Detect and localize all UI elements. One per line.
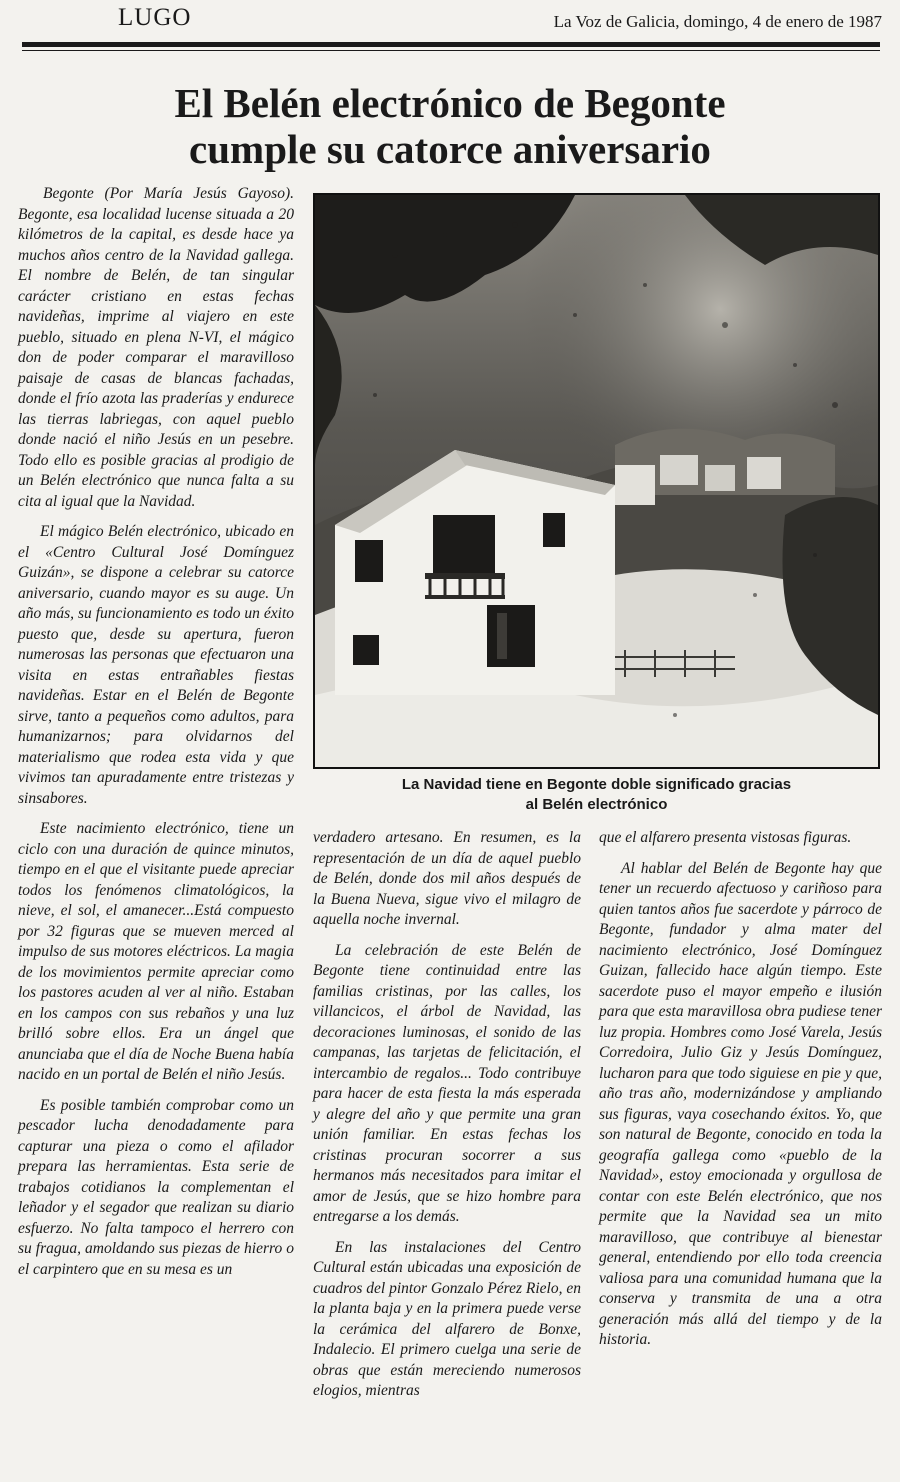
page-header [0, 0, 900, 50]
article-paragraph: Begonte (Por María Jesús Gayoso). Begonte, esa localidad lucense situada a 20 kilómetros de la capital, es desde hace ya muchos años centro de la Navidad gallega. El nombre de Belén, de tan singular carácter cristiano en estas fechas navideñas, imprime al viajero en este pueblo, situado en plena N-VI, el mágico don de poder comparar el maravilloso paisaje de casas de blancas fachadas, donde el frío azota las praderías y endurece las tierras labriegas, con aquel pueblo donde nació el niño Jesús en un pesebre. Todo ello es posible gracias al prodigio de un Belén electrónico que nunca falta a su cita al igual que la Navidad. [18, 185, 294, 510]
nativity-village-photo [313, 193, 880, 769]
photo-caption-line-2: al Belén electrónico [525, 796, 668, 813]
dateline: La Voz de Galicia, domingo, 4 de enero de 1987 [553, 12, 882, 31]
article-paragraph: El mágico Belén electrónico, ubicado en el «Centro Cultural José Domínguez Guizán», se dispone a celebrar su catorce aniversario, cuando mayor es su auge. Un año más, su funcionamiento es todo un éxito puesto que, desde su apertura, fueron numerosas las personas que efectuaron una visita en estas entrañables fiestas navideñas. Estar en el Belén de Begonte sirve, tanto a pequeños como adultos, para humanizarnos; para olvidarnos del materialismo que rodea esta vida y que vivimos tan apuradamente entre tristezas y sinsabores. [18, 523, 294, 807]
headline [40, 80, 860, 172]
header-rule-thin [22, 50, 880, 51]
article-paragraph: La celebración de este Belén de Begonte tiene continuidad entre las familias cristinas, por las calles, los villancicos, el árbol de Navidad, las decoraciones luminosas, el sonido de las campanas, las tarjetas de felicitación, el intercambio de regalos... Todo contribuye para hacer de esta fiesta la más esperada y alegre del año y que permite una gran unión familiar. En estas fechas los cristinas procuran socorrer a sus hermanos más necesitados para imitar el amor de Jesús, que se hizo hombre para entregarse a los demás. [313, 941, 581, 1225]
article-paragraph: En las instalaciones del Centro Cultural están ubicadas una exposición de cuadros del pintor Gonzalo Pérez Rielo, en la planta baja y en la primera puede verse la cerámica del alfarero de Bonxe, Indalecio. El primero cuelga una serie de obras que están mereciendo numerosos elogios, mientras [313, 1238, 581, 1399]
article-column-2 [313, 828, 581, 1412]
article-paragraph: Es posible también comprobar como un pescador lucha denodadamente para capturar una pieza o como el afilador prepara las herramientas. Esta serie de trabajos cotidianos la complementan el leñador y el segador que realizan su diario esfuerzo. No falta tampoco el herrero con su fragua, amoldando sus piezas de hierro o el carpintero que en su mesa es un [18, 1096, 294, 1278]
header-rule [22, 42, 880, 47]
headline-line-1: El Belén electrónico de Begonte [174, 80, 726, 126]
article-paragraph: Este nacimiento electrónico, tiene un ciclo con una duración de quince minutos, tiempo en el que el visitante puede apreciar todos los fenómenos climatológicos, la nieve, el sol, el amanecer...Está compuesto por 32 figuras que se mueven merced al impulso de sus motores eléctricos. La magia de los movimientos permite apreciar como los pastores acuden al ver al niño. Estaban en los campos con sus rebaños y una luz brilló sobre ellos. Era un ángel que anunciaba que el día de Noche Buena había nacido en un portal de Belén el niño Jesús. [18, 820, 294, 1083]
photo-caption-line-1: La Navidad tiene en Begonte doble significado gracias [401, 776, 792, 793]
headline-line-2: cumple su catorce aniversario [189, 126, 711, 172]
article-paragraph: Al hablar del Belén de Begonte hay que tener un recuerdo afectuoso y cariñoso para quien tantos años fue sacerdote y párroco de Begonte, fundador y alma mater del nacimiento electrónico, José Domínguez Guizan, fallecido hace algún tiempo. Este sacerdote puso el mayor empeño e ilusión para que esta maravillosa obra pudiese tener luz propia. Hombres como José Varela, Jesús Corredoira, Julio Giz y Jesús Domínguez, lucharon para que todo siguiese en pie y que, año tras año, modernizándose y ampliando sus figuras, vaya cosechando éxitos. Yo, que son natural de Begonte, conocido en toda la geografía gallega como «pueblo de la Navidad», estoy emocionada y orgullosa de contar con este Belén electrónico, que nos permite que la Navidad sea un mito maravilloso, que contribuye al bienestar general, entendiendo por ello toda creencia valiosa para una comunidad humana que la conserva y transmita de una a otra generación más allá del tiempo y de la historia. [599, 859, 882, 1348]
photo-image [315, 195, 878, 767]
article-paragraph: verdadero artesano. En resumen, es la representación de un día de aquel pueblo de Belén, donde dos mil años después de la Buena Nueva, sigue vivo el milagro de aquella noche invernal. [313, 829, 581, 928]
section-name: LUGO [118, 4, 192, 31]
article-paragraph: que el alfarero presenta vistosas figuras. [599, 829, 852, 846]
article-column-3 [599, 828, 882, 1361]
photo-caption [313, 775, 880, 815]
article-column-1 [18, 184, 294, 1290]
